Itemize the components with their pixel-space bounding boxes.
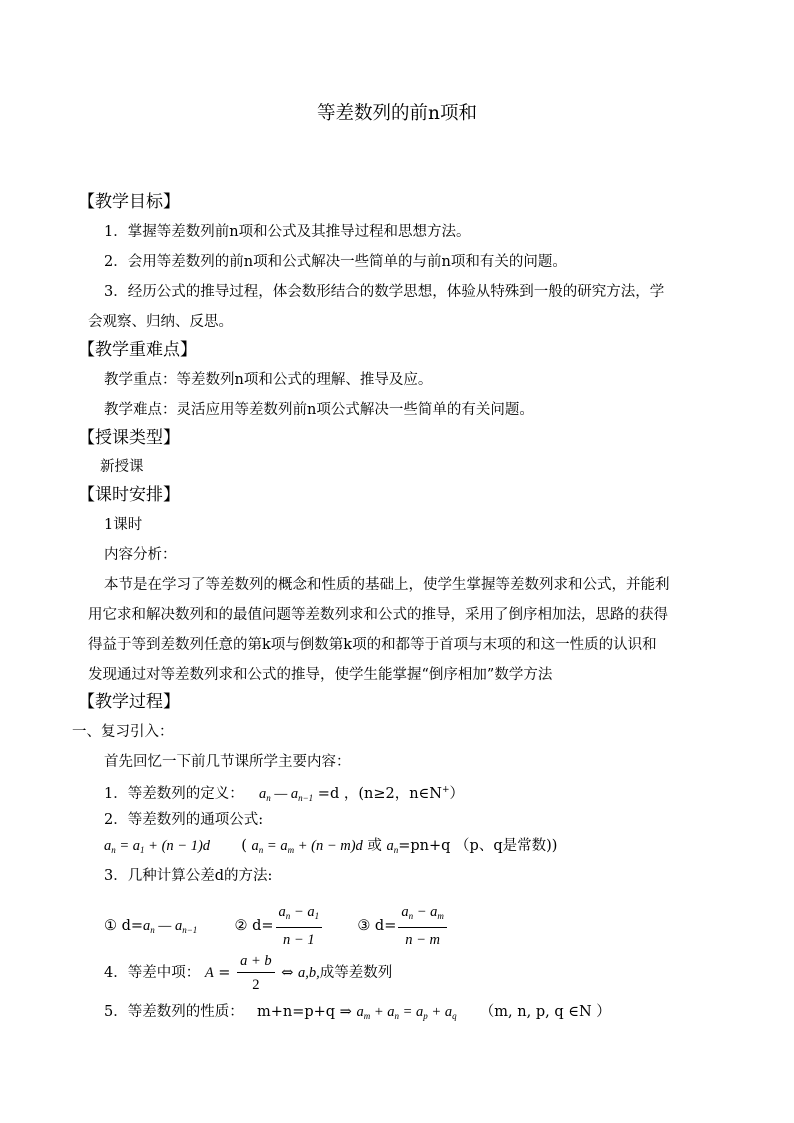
- middle-term-vars: a,b,: [298, 965, 320, 981]
- general-term-tail: =pn+q （p、q是常数)): [398, 838, 558, 854]
- definition-condition: =d ，(n≥2，n∈N: [317, 786, 442, 802]
- property-tail: （m, n, p, q ∈N ）: [479, 1004, 611, 1020]
- middle-term-a: A: [204, 965, 214, 981]
- goals-heading: 【教学目标】: [78, 192, 180, 212]
- middle-term-tail: 成等差数列: [319, 965, 393, 981]
- analysis-line-1: 本节是在学习了等差数列的概念和性质的基础上，使学生掌握等差数列求和公式，并能利: [104, 577, 670, 593]
- key-difficulty: 教学难点：灵活应用等差数列前n项公式解决一些简单的有关问题。: [104, 402, 534, 418]
- middle-term-line: 4．等差中项： A = $\frac{a + b}{2}$ ⇔ a,b,成等差数列: [104, 953, 393, 993]
- key-focus: 教学重点：等差数列n项和公式的理解、推导及应。: [104, 372, 433, 388]
- process-heading: 【教学过程】: [78, 692, 180, 712]
- key-points-heading: 【教学重难点】: [78, 340, 197, 360]
- analysis-label: 内容分析：: [104, 547, 177, 563]
- middle-term-fraction: $\frac{a + b}{2}$: [237, 952, 275, 994]
- general-term-label: 2．等差数列的通项公式:: [104, 812, 264, 828]
- goal-item-3-line1: 3．经历公式的推导过程，体会数形结合的数学思想，体验从特殊到一般的研究方法，学: [104, 284, 665, 300]
- general-term-formula: $a_n = a_1 + (n - 1)d$: [104, 838, 211, 855]
- definition-label: 1．等差数列的定义：: [104, 786, 244, 802]
- general-term-open-paren: (: [241, 838, 247, 854]
- goal-item-1: 1．掌握等差数列前n项和公式及其推导过程和思想方法。: [104, 224, 471, 240]
- property-line: [104, 1002, 611, 1026]
- lesson-type-value: 新授课: [100, 459, 144, 475]
- general-term-line: [104, 836, 557, 860]
- definition-end: ）: [449, 786, 465, 802]
- definition-sup: +: [441, 785, 450, 795]
- schedule-heading: 【课时安排】: [78, 485, 180, 505]
- goal-item-3-line2: 会观察、归纳、反思。: [88, 314, 233, 330]
- property-label: 5．等差数列的性质：: [104, 1004, 244, 1020]
- analysis-line-2: 用它求和解决数列和的最值问题等差数列求和公式的推导，采用了倒序相加法，思路的获得: [88, 607, 668, 623]
- method-3-label: ③ d=: [357, 918, 397, 934]
- implies-symbol: ⇒: [339, 1004, 352, 1020]
- analysis-line-3: 得益于等到差数列任意的第k项与倒数第k项的和都等于首项与末项的和这一性质的认识和: [88, 637, 657, 653]
- method-1-formula: $a_n$ — $a_{n-1}$: [143, 918, 198, 935]
- method-1-label: ① d=: [104, 918, 144, 934]
- general-term-or: 或: [367, 838, 382, 854]
- analysis-line-4: 发现通过对等差数列求和公式的推导，使学生能掌握“倒序相加”数学方法: [88, 667, 553, 683]
- definition-formula: $a_n$ — $a_{n-1}$: [258, 786, 314, 803]
- general-term-an: $a_n$: [386, 838, 399, 855]
- review-intro: 首先回忆一下前几节课所学主要内容：: [104, 754, 351, 770]
- page-title: 等差数列的前n项和: [317, 103, 477, 124]
- definition-line: [104, 780, 464, 808]
- schedule-value: 1课时: [104, 517, 143, 533]
- process-part-1: 一、复习引入：: [72, 724, 174, 740]
- method-2-label: ② d=: [234, 918, 274, 934]
- property-formula: $a_m + a_n = a_p + a_q$: [356, 1004, 457, 1021]
- goal-item-2: 2．会用等差数列的前n项和公式解决一些简单的与前n项和有关的问题。: [104, 254, 567, 270]
- middle-term-label: 4．等差中项：: [104, 965, 201, 981]
- general-term-alt-formula: $a_n = a_m + (n - m)d$: [251, 838, 363, 855]
- methods-line: [104, 903, 449, 947]
- methods-label: 3．几种计算公差d的方法:: [104, 868, 273, 884]
- property-condition: m+n=p+q: [256, 1004, 336, 1020]
- method-3-fraction: $\frac{a_n - a_m}{n - m}$: [398, 903, 447, 949]
- method-2-fraction: $\frac{a_n - a_1}{n - 1}$: [276, 903, 323, 949]
- lesson-type-heading: 【授课类型】: [78, 428, 180, 448]
- iff-symbol: ⇔: [281, 965, 294, 981]
